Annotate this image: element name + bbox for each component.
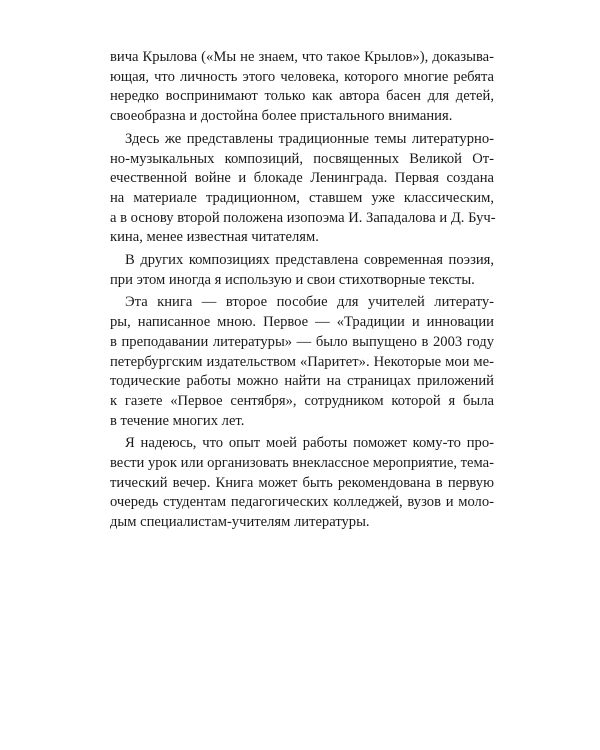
text-line: Здесь же представлены традиционные темы литературно-	[125, 130, 494, 147]
text-line: ющая, что личность этого человека, которого многие ребята	[110, 68, 494, 85]
text-line: вича Крылова («Мы не знаем, что такое Крылов»), доказыва-	[110, 49, 494, 65]
text-line: ры, написанное мною. Первое — «Традиции и инновации	[110, 314, 494, 331]
text-line: а в основу второй положена изопоэма И. Западалова и Д. Буч-	[110, 209, 496, 226]
paragraph-1	[110, 48, 494, 127]
text-line: В других композициях представлена современная поэзия,	[125, 252, 494, 269]
text-line: к газете «Первое сентября», сотрудником которой я была	[110, 392, 494, 409]
text-line: тический вечер. Книга может быть рекомендована в первую	[110, 474, 494, 491]
text-line: нередко воспринимают только как автора басен для детей,	[110, 88, 494, 105]
paragraph-5	[110, 434, 494, 533]
text-line: очередь студентам педагогических колледжей, вузов и моло-	[110, 494, 494, 511]
text-line: ечественной войне и блокаде Ленинграда. Первая создана	[110, 170, 494, 187]
text-line: своеобразна и достойна более пристального внимания.	[110, 108, 453, 125]
text-line: вести урок или организовать внеклассное мероприятие, тема-	[110, 455, 494, 472]
paragraph-2	[110, 130, 494, 248]
text-line: дым специалистам-учителям литературы.	[110, 514, 370, 531]
body-text	[110, 48, 494, 533]
text-line: Эта книга — второе пособие для учителей литерату-	[125, 294, 494, 311]
text-line: кина, менее известная читателям.	[110, 229, 319, 246]
text-line: петербургским издательством «Паритет». Некоторые мои ме-	[110, 353, 494, 370]
text-line: тодические работы можно найти на страницах приложений	[110, 373, 494, 390]
text-line: на материале традиционном, ставшем уже классическим,	[110, 189, 494, 206]
text-line: Я надеюсь, что опыт моей работы поможет кому-то про-	[125, 435, 494, 452]
paragraph-3	[110, 251, 494, 290]
text-line: в течение многих лет.	[110, 412, 245, 429]
text-line: но-музыкальных композиций, посвященных Великой От-	[110, 150, 494, 167]
text-line: в преподавании литературы» — было выпущено в 2003 году	[110, 333, 494, 350]
text-line: при этом иногда я использую и свои стихотворные тексты.	[110, 271, 475, 288]
paragraph-4	[110, 293, 494, 431]
